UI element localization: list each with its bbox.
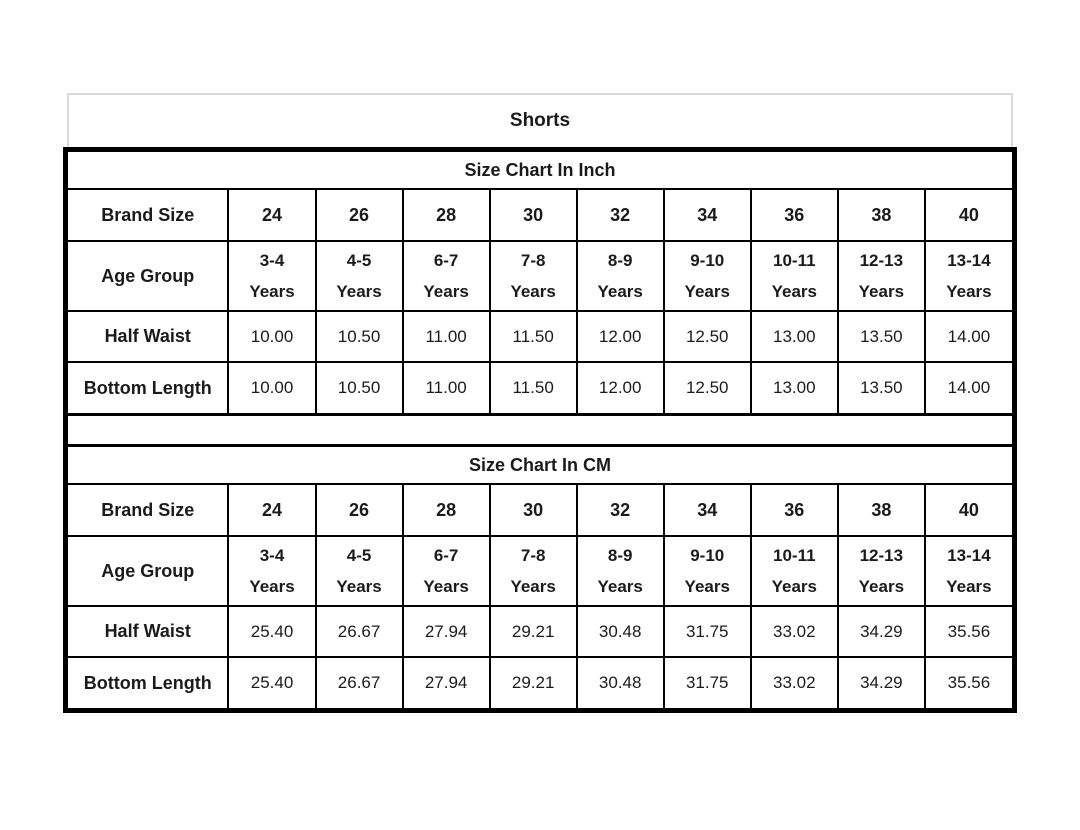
value-line: 12-13 (859, 251, 904, 270)
value-cell (316, 241, 403, 311)
value-line: Years (423, 577, 469, 596)
value-cell: 40 (925, 484, 1012, 536)
value-cell: 30.48 (577, 657, 664, 708)
value-cell (751, 536, 838, 606)
value-line: Years (597, 577, 643, 596)
value-cell: 24 (228, 484, 315, 536)
value-cell (316, 536, 403, 606)
row-label-cell: Half Waist (68, 311, 228, 362)
value-cell (403, 536, 490, 606)
value-cell: 35.56 (925, 606, 1012, 657)
value-cell: 29.21 (490, 657, 577, 708)
value-cell: 40 (925, 189, 1012, 241)
table-row (68, 241, 1012, 311)
value-cell: 28 (403, 189, 490, 241)
value-cell: 12.00 (577, 311, 664, 362)
chart-title: Shorts (509, 110, 571, 131)
value-line: Years (249, 577, 295, 596)
value-line: Years (946, 577, 992, 596)
value-cell: 32 (577, 484, 664, 536)
value-cell (228, 241, 315, 311)
value-cell: 10.50 (316, 362, 403, 413)
value-cell (664, 241, 751, 311)
value-cell: 32 (577, 189, 664, 241)
value-line: 12-13 (859, 546, 904, 565)
value-cell: 38 (838, 484, 925, 536)
value-line: 4-5 (346, 546, 372, 565)
value-line: Years (771, 282, 817, 301)
value-cell: 26 (316, 189, 403, 241)
value-cell (925, 536, 1012, 606)
value-line: 13-14 (947, 251, 991, 270)
table-spacer-row (68, 413, 1012, 447)
value-cell: 36 (751, 189, 838, 241)
value-line: Years (858, 282, 905, 301)
table-title: Size Chart In CM (68, 447, 1012, 484)
value-cell: 26.67 (316, 606, 403, 657)
value-cell: 33.02 (751, 657, 838, 708)
value-line: Years (684, 282, 730, 301)
value-cell: 35.56 (925, 657, 1012, 708)
value-cell: 12.50 (664, 311, 751, 362)
value-cell: 13.50 (838, 362, 925, 413)
value-cell (664, 536, 751, 606)
row-label-cell: Bottom Length (68, 362, 228, 413)
value-cell: 11.00 (403, 362, 490, 413)
value-cell: 27.94 (403, 657, 490, 708)
value-line: Years (597, 282, 643, 301)
size-chart-table-inch (68, 152, 1012, 413)
value-line: Years (249, 282, 295, 301)
value-line: 10-11 (773, 546, 816, 565)
value-line: Years (510, 282, 556, 301)
table-row (68, 484, 1012, 536)
value-cell: 34.29 (838, 606, 925, 657)
value-cell: 14.00 (925, 362, 1012, 413)
value-line: Years (336, 282, 382, 301)
table-row (68, 189, 1012, 241)
value-line: Years (423, 282, 469, 301)
value-line: 7-8 (520, 251, 546, 270)
size-chart-block (63, 147, 1017, 713)
table-row (68, 311, 1012, 362)
value-line: 10-11 (773, 251, 816, 270)
value-line: 3-4 (259, 546, 285, 565)
value-cell (228, 536, 315, 606)
table-row (68, 536, 1012, 606)
value-cell: 25.40 (228, 606, 315, 657)
value-line: 4-5 (346, 251, 372, 270)
value-cell: 34 (664, 484, 751, 536)
value-cell (838, 536, 925, 606)
value-cell: 30 (490, 484, 577, 536)
value-line: 6-7 (433, 546, 459, 565)
value-cell (577, 241, 664, 311)
value-cell: 10.00 (228, 311, 315, 362)
table-title-row (68, 447, 1012, 484)
value-cell: 27.94 (403, 606, 490, 657)
value-cell (925, 241, 1012, 311)
value-cell: 36 (751, 484, 838, 536)
value-line: Years (858, 577, 905, 596)
row-label-cell: Half Waist (68, 606, 228, 657)
value-line: 9-10 (690, 251, 725, 270)
row-label-cell: Brand Size (68, 189, 228, 241)
value-line: Years (510, 577, 556, 596)
value-cell (838, 241, 925, 311)
value-cell: 10.50 (316, 311, 403, 362)
value-line: 13-14 (947, 546, 991, 565)
value-cell: 10.00 (228, 362, 315, 413)
value-cell: 34.29 (838, 657, 925, 708)
value-cell (490, 536, 577, 606)
value-line: 9-10 (690, 546, 725, 565)
value-cell: 11.50 (490, 362, 577, 413)
value-line: 7-8 (520, 546, 546, 565)
value-line: 6-7 (433, 251, 459, 270)
value-cell (403, 241, 490, 311)
table-title: Size Chart In Inch (68, 152, 1012, 189)
value-cell (751, 241, 838, 311)
row-label-cell: Bottom Length (68, 657, 228, 708)
value-cell: 14.00 (925, 311, 1012, 362)
table-row (68, 362, 1012, 413)
value-cell: 13.00 (751, 311, 838, 362)
table-title-row (68, 152, 1012, 189)
value-cell: 11.50 (490, 311, 577, 362)
size-chart-table-cm (68, 447, 1012, 708)
chart-title-box (67, 93, 1013, 147)
value-cell: 30 (490, 189, 577, 241)
value-cell: 11.00 (403, 311, 490, 362)
value-line: 8-9 (607, 546, 633, 565)
value-line: Years (684, 577, 730, 596)
value-cell: 31.75 (664, 657, 751, 708)
row-label-cell: Age Group (68, 536, 228, 606)
value-cell: 26.67 (316, 657, 403, 708)
table-row (68, 657, 1012, 708)
value-line: Years (336, 577, 382, 596)
value-line: 8-9 (607, 251, 633, 270)
value-cell: 38 (838, 189, 925, 241)
value-cell: 29.21 (490, 606, 577, 657)
value-cell: 12.50 (664, 362, 751, 413)
value-cell: 26 (316, 484, 403, 536)
row-label-cell: Age Group (68, 241, 228, 311)
value-cell: 13.00 (751, 362, 838, 413)
value-cell: 28 (403, 484, 490, 536)
value-cell: 24 (228, 189, 315, 241)
value-cell: 34 (664, 189, 751, 241)
value-cell: 13.50 (838, 311, 925, 362)
value-cell: 12.00 (577, 362, 664, 413)
value-cell: 31.75 (664, 606, 751, 657)
table-row (68, 606, 1012, 657)
value-cell: 25.40 (228, 657, 315, 708)
value-cell: 33.02 (751, 606, 838, 657)
value-cell: 30.48 (577, 606, 664, 657)
value-line: 3-4 (259, 251, 285, 270)
row-label-cell: Brand Size (68, 484, 228, 536)
value-line: Years (771, 577, 817, 596)
value-cell (490, 241, 577, 311)
value-line: Years (946, 282, 992, 301)
value-cell (577, 536, 664, 606)
